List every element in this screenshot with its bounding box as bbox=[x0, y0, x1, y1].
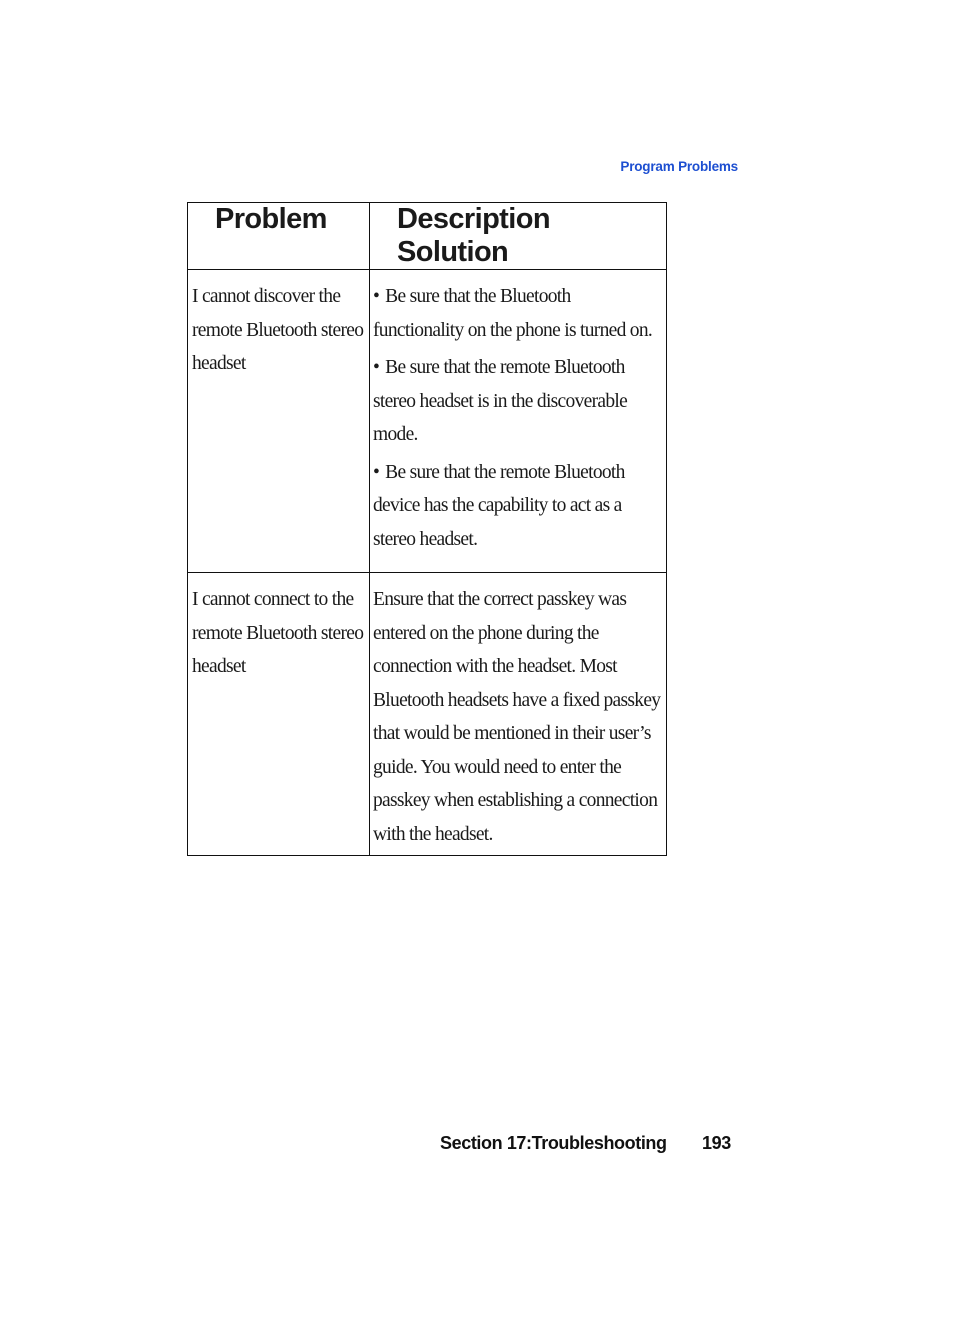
footer-section-title: Section 17:Troubleshooting bbox=[440, 1133, 667, 1153]
solution-text: Ensure that the correct passkey was entered on the phone during the connection with the headset. Most Bluetooth headsets have a fixed passkey that would be mentioned in their user’s guide. You would need to enter the passkey when establishing a connection with the headset. bbox=[373, 589, 661, 845]
table-row bbox=[188, 270, 667, 573]
problem-cell bbox=[188, 573, 370, 856]
solution-bullet-text: Be sure that the Bluetooth functionality on the phone is turned on. bbox=[373, 286, 653, 341]
problem-text: I cannot connect to the remote Bluetooth stereo headset bbox=[192, 589, 364, 677]
table-header-row bbox=[188, 203, 667, 270]
bullet-glyph: • bbox=[373, 357, 380, 378]
solution-bullet bbox=[373, 456, 664, 557]
page-number: 193 bbox=[702, 1133, 731, 1153]
solution-cell bbox=[370, 573, 667, 856]
header-problem: Problem bbox=[188, 203, 370, 270]
troubleshooting-table bbox=[187, 202, 667, 856]
solution-bullet-text: Be sure that the remote Bluetooth device has the capability to act as a stereo headset. bbox=[373, 461, 625, 550]
bullet-glyph: • bbox=[373, 286, 380, 307]
solution-bullet bbox=[373, 351, 664, 452]
solution-bullet bbox=[373, 280, 664, 347]
bullet-glyph: • bbox=[373, 461, 380, 483]
page-footer bbox=[440, 1133, 731, 1154]
running-head: Program Problems bbox=[620, 159, 738, 174]
solution-cell bbox=[370, 270, 667, 573]
table-row bbox=[188, 573, 667, 856]
solution-bullet-list bbox=[370, 270, 666, 556]
problem-cell bbox=[188, 270, 370, 573]
solution-bullet-text: Be sure that the remote Bluetooth stereo headset is in the discoverable mode. bbox=[373, 357, 628, 445]
header-solution: Description Solution bbox=[370, 203, 667, 270]
problem-text: I cannot discover the remote Bluetooth stereo headset bbox=[192, 286, 364, 374]
